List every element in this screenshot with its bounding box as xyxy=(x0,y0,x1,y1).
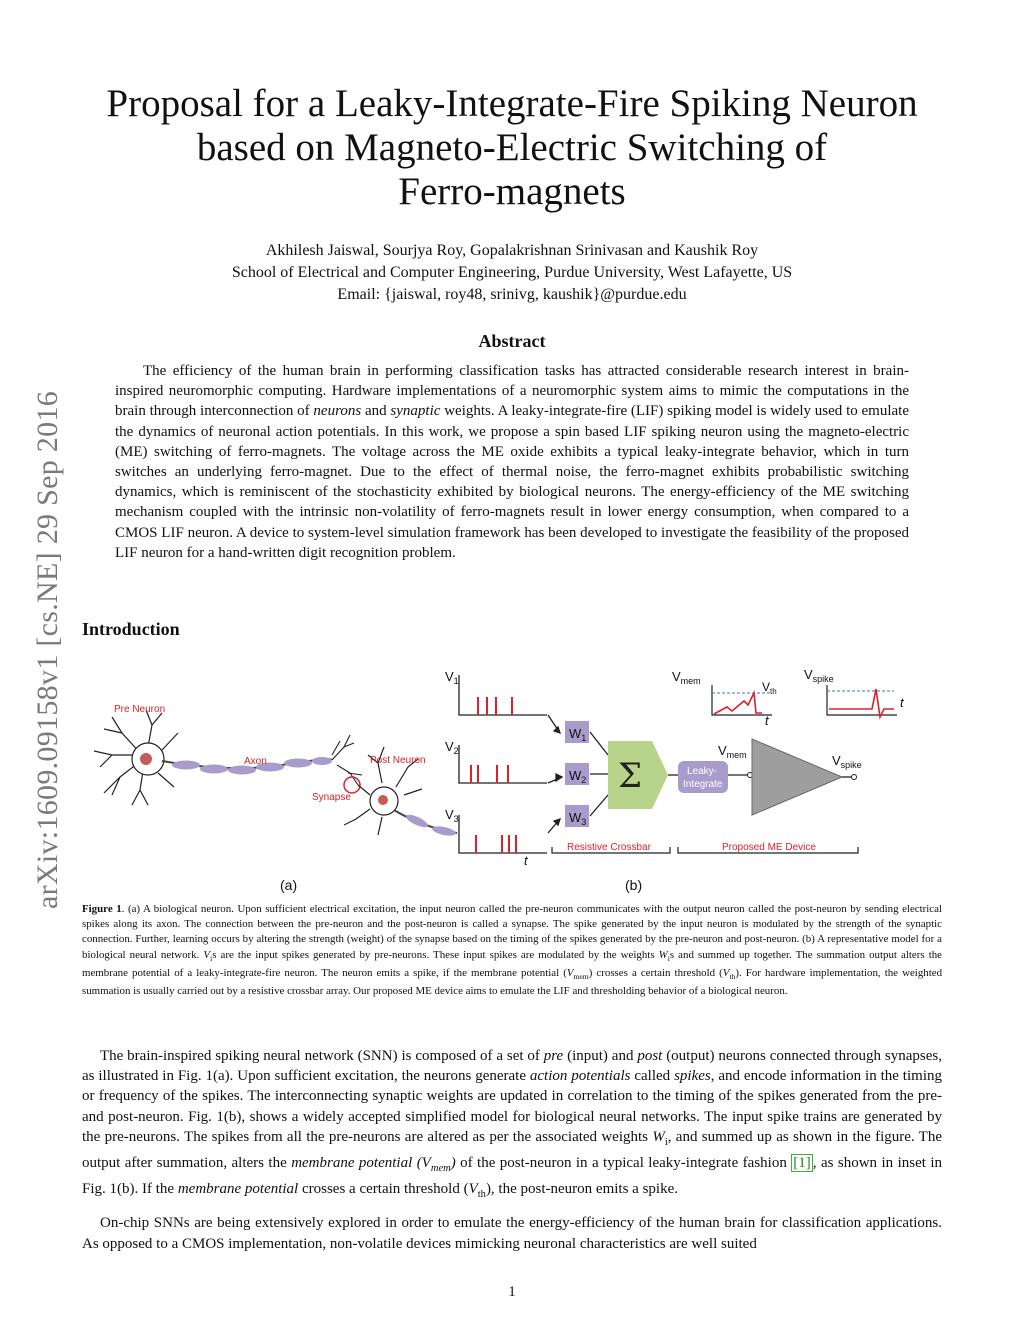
spike-output-inset xyxy=(827,685,897,717)
label-b: (b) xyxy=(625,877,643,893)
svg-text:t: t xyxy=(765,713,769,728)
figure-1 xyxy=(82,655,942,895)
biological-neuron-diagram xyxy=(94,710,178,805)
page-number: 1 xyxy=(508,1284,516,1300)
author-email: Email: {jaiswal, roy48, srinivg, kaushik}@purdue.edu xyxy=(337,286,687,303)
svg-text:Vspike: $V_{spike}$ xyxy=(832,753,862,770)
svg-text:Vth: $V_{th}$ xyxy=(762,680,777,696)
author-block xyxy=(82,240,942,306)
svg-text:W1: $W_1$ xyxy=(569,726,587,743)
title-line-2: based on Magneto-Electric Switching of xyxy=(196,126,828,169)
author-names: Akhilesh Jaiswal, Sourjya Roy, Gopalakrishnan Srinivasan and Kaushik Roy xyxy=(265,242,759,259)
body-paragraph-2: On-chip SNNs are being extensively explored in order to emulate the energy-efficiency of the human brain for classification applications. As opposed to a CMOS implementation, non-volatile devices mimicking neuronal characteristics are well suited xyxy=(82,1215,942,1252)
svg-text:Vspike: $V_{spike}$ xyxy=(804,667,834,684)
svg-text:W2: $W_2$ xyxy=(569,768,587,785)
abstract-text: The efficiency of the human brain in performing classification tasks has attracted considerable research interest in brain-inspired neuromorphic computing. Hardware implementations of a neuromorphic system aims to mimic the computations in the brain through interconnection of neurons and synaptic weights. A leaky-integrate-fire (LIF) spiking model is widely used to emulate the dynamics of neuronal action potentials. In this work, we propose a spin based LIF spiking neuron using the magneto-electric (ME) switching of ferro-magnets. The voltage across the ME oxide exhibits a typical leaky-integrate behavior, which in turn switches an underlying ferro-magnet. Due to the effect of thermal noise, the ferro-magnet exhibits probabilistic switching dynamics, which is reminiscent of the stochasticity exhibited by biological neurons. The energy-efficiency of the ME switching mechanism coupled with the intrinsic non-volatility of ferro-magnets result in lower energy consumption, when compared to a CMOS LIF neuron. A device to system-level simulation framework has been developed to investigate the feasibility of the proposed LIF neuron for a hand-written digit recognition problem. xyxy=(115,363,909,561)
label-proposed-device: Proposed ME Device xyxy=(722,842,816,853)
author-affiliation: School of Electrical and Computer Engineering, Purdue University, West Lafayette, US xyxy=(231,264,793,281)
svg-text:V3: $V_3$ xyxy=(445,807,459,824)
figure-caption: Figure 1. (a) A biological neuron. Upon sufficient electrical excitation, the input neuron called the pre-neuron communicates with the output neuron called the post-neuron by sending electrical spikes along its axon. The connection between the pre-neuron and the post-neuron is called a synapse. The spike generated by the input neuron is modulated by the strength of the synaptic connection. Further, learning occurs by altering the strength (weight) of the synapse based on the timing of the spikes generated by the pre-neuron and post-neuron. (b) A representative model for a biological neural network. $V_is$ are the input spikes generated by pre-neurons. These input spikes are modulated by the weights $W_is$ and summed up together. The summation output alters the membrane potential of a leaky-integrate-fire neuron. The neuron emits a spike, if the membrane potential $(V_{mem})$ crosses a certain threshold $(V_{th})$. For hardware implementation, the weighted summation is usually carried out by a resistive crossbar array. Our proposed ME device aims to emulate the LIF and thresholding behavior of a biological neuron. xyxy=(82,903,943,998)
summation-symbol: Σ xyxy=(618,756,643,796)
leaky-line-1: Leaky- xyxy=(687,766,718,777)
label-a: (a) xyxy=(280,877,298,893)
post-neuron-nucleus xyxy=(378,795,388,805)
body-paragraph-1: The brain-inspired spiking neural network (SNN) is composed of a set of pre (input) and post (output) neurons connected through synapses, as illustrated in Fig. 1(a). Upon sufficient excitation, the neurons generate action potentials called spikes, and encode information in the timing or frequency of the spikes. The interconnecting synaptic weights are updated in correlation to the timing of the spikes generated from the pre- and post-neuron. Fig. 1(b), shows a widely accepted simplified model for biological neural networks. The input spike trains are generated by the pre-neurons. The spikes from all the pre-neurons are altered as per the associated weights $W_i$, and summed up as shown in the figure. The output after summation, alters the membrane potential $(V_{mem})$ of the post-neuron in a typical leaky-integrate fashion [1] , as shown in inset in Fig. 1(b). If the membrane potential crosses a certain threshold $(V_{th})$, the post-neuron emits a spike. xyxy=(82,1048,943,1201)
paper-title xyxy=(82,82,942,214)
arxiv-identifier: arXiv:1609.09158v1 [cs.NE] 29 Sep 2016 xyxy=(31,390,65,910)
title-line-1: Proposal for a Leaky-Integrate-Fire Spiking Neuron xyxy=(106,82,918,125)
body-text xyxy=(82,1046,942,1262)
svg-text:V2: $V_2$ xyxy=(445,739,459,756)
svg-text:W3: $W_3$ xyxy=(569,810,587,827)
svg-text:Vmem: $V_{mem}$ xyxy=(672,669,701,686)
label-resistive-crossbar: Resistive Crossbar xyxy=(567,842,651,853)
svg-text:V1: $V_1$ xyxy=(445,669,459,686)
label-synapse: Synapse xyxy=(312,792,351,803)
spikes xyxy=(471,697,516,853)
title-line-3: Ferro-magnets xyxy=(398,170,626,213)
pre-neuron-nucleus xyxy=(140,753,152,765)
label-pre-neuron: Pre Neuron xyxy=(114,704,166,715)
threshold-comparator xyxy=(752,739,842,815)
svg-text:Vmem: $V_{mem}$ xyxy=(718,743,747,760)
label-axon: Axon xyxy=(244,756,267,767)
label-post-neuron: Post Neuron xyxy=(370,755,426,766)
introduction-heading: Introduction xyxy=(82,619,180,639)
axon-terminal xyxy=(332,735,362,785)
time-axis-label: t xyxy=(524,853,528,868)
abstract-heading: Abstract xyxy=(478,331,546,351)
leaky-line-2: Integrate xyxy=(683,779,723,790)
input-spike-trains xyxy=(459,675,547,853)
citation-link[interactable]: [1] xyxy=(793,1155,811,1172)
svg-text:t: t xyxy=(900,695,904,710)
